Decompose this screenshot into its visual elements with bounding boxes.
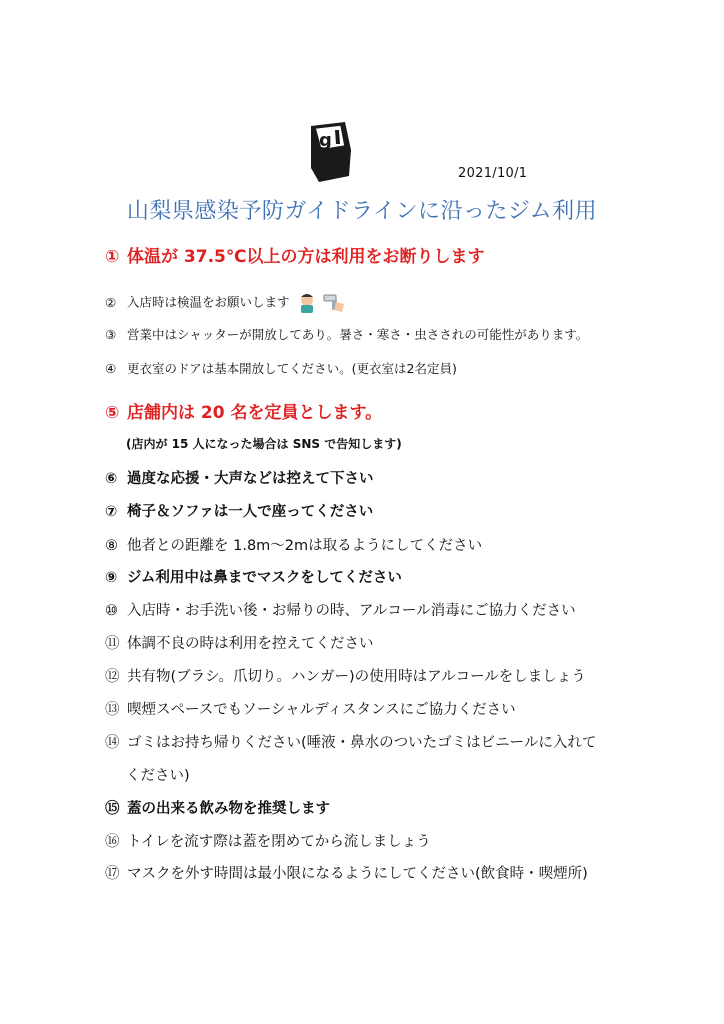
rule-text: 共有物(ブラシ。爪切り。ハンガー)の使用時はアルコールをしましょう: [127, 669, 586, 685]
rule-item-4: [105, 359, 457, 377]
rule-number: ⑮: [105, 801, 120, 817]
rule-text: ゴミはお持ち帰りください(唾液・鼻水のついたゴミはビニールに入れて: [127, 735, 597, 751]
rule-text: 他者との距離を 1.8m～2mは取るようにしてください: [127, 538, 483, 554]
rule-number: ⑬: [105, 702, 120, 718]
rule-number: ⑧: [105, 538, 118, 554]
rule-number: ⑥: [105, 471, 118, 487]
rule-number: ①: [105, 247, 120, 267]
rule-item-6: [105, 467, 374, 488]
rule-text: 椅子＆ソファは一人で座ってください: [127, 504, 374, 520]
rule-number: ⑫: [105, 669, 120, 685]
rule-item-5: [105, 398, 382, 423]
rule-item-17: [105, 862, 588, 883]
rule-text: 体温が 37.5℃以上の方は利用をお断りします: [127, 247, 485, 267]
svg-text:g: g: [319, 130, 332, 151]
rule-number: ⑨: [105, 570, 118, 586]
rule-text: 喫煙スペースでもソーシャルディスタンスにご協力ください: [127, 702, 516, 718]
rule-number: ⑯: [105, 834, 120, 850]
rule-item-2: [105, 292, 346, 314]
thermometer-check-icon: [298, 292, 346, 314]
document-date: 2021/10/1: [458, 166, 528, 181]
rule-item-7: [105, 500, 373, 521]
rule-5-note: (店内が 15 人になった場合は SNS で告知します): [126, 437, 402, 451]
rule-item-14: [105, 731, 596, 752]
rule-number: ⑪: [105, 636, 120, 652]
rule-text: 体調不良の時は利用を控えてください: [127, 636, 374, 652]
rule-number: ②: [105, 294, 117, 310]
rule-text: 入店時は検温をお願いします: [127, 294, 290, 310]
rule-14-continuation: ください): [126, 768, 190, 784]
rule-text: 更衣室のドアは基本開放してください。(更衣室は2名定員): [127, 361, 457, 376]
rule-text: 店舗内は 20 名を定員とします。: [127, 403, 383, 423]
rule-text: ジム利用中は鼻までマスクをしてください: [127, 570, 402, 586]
rule-number: ⑦: [105, 504, 118, 520]
gym-logo-icon: [305, 120, 357, 186]
rule-item-16: [105, 830, 431, 851]
rule-text: 過度な応援・大声などは控えて下さい: [127, 471, 374, 487]
rule-number: ⑰: [105, 866, 120, 882]
rule-item-3: [105, 325, 588, 343]
rule-item-9: [105, 566, 402, 587]
rule-text: 蓋の出来る飲み物を推奨します: [127, 801, 330, 817]
rule-item-10: [105, 599, 576, 620]
rule-item-12: [105, 665, 586, 686]
rule-text: 入店時・お手洗い後・お帰りの時、アルコール消毒にご協力ください: [127, 603, 576, 619]
rule-number: ④: [105, 361, 117, 376]
rule-text: マスクを外す時間は最小限になるようにしてください(飲食時・喫煙所): [127, 866, 588, 882]
rule-item-13: [105, 698, 516, 719]
rule-number: ③: [105, 327, 117, 342]
rule-number: ⑭: [105, 735, 120, 751]
rule-item-15: [105, 797, 330, 818]
rule-number: ⑤: [105, 403, 120, 423]
rule-text: トイレを流す際は蓋を閉めてから流しましょう: [127, 834, 431, 850]
rule-item-11: [105, 632, 374, 653]
rule-item-1: [105, 242, 484, 267]
page-title: 山梨県感染予防ガイドラインに沿ったジム利用: [126, 199, 598, 224]
rule-text: 営業中はシャッターが開放してあり。暑さ・寒さ・虫さされの可能性があります。: [127, 327, 589, 342]
rule-item-8: [105, 534, 482, 555]
rule-number: ⑩: [105, 603, 118, 619]
